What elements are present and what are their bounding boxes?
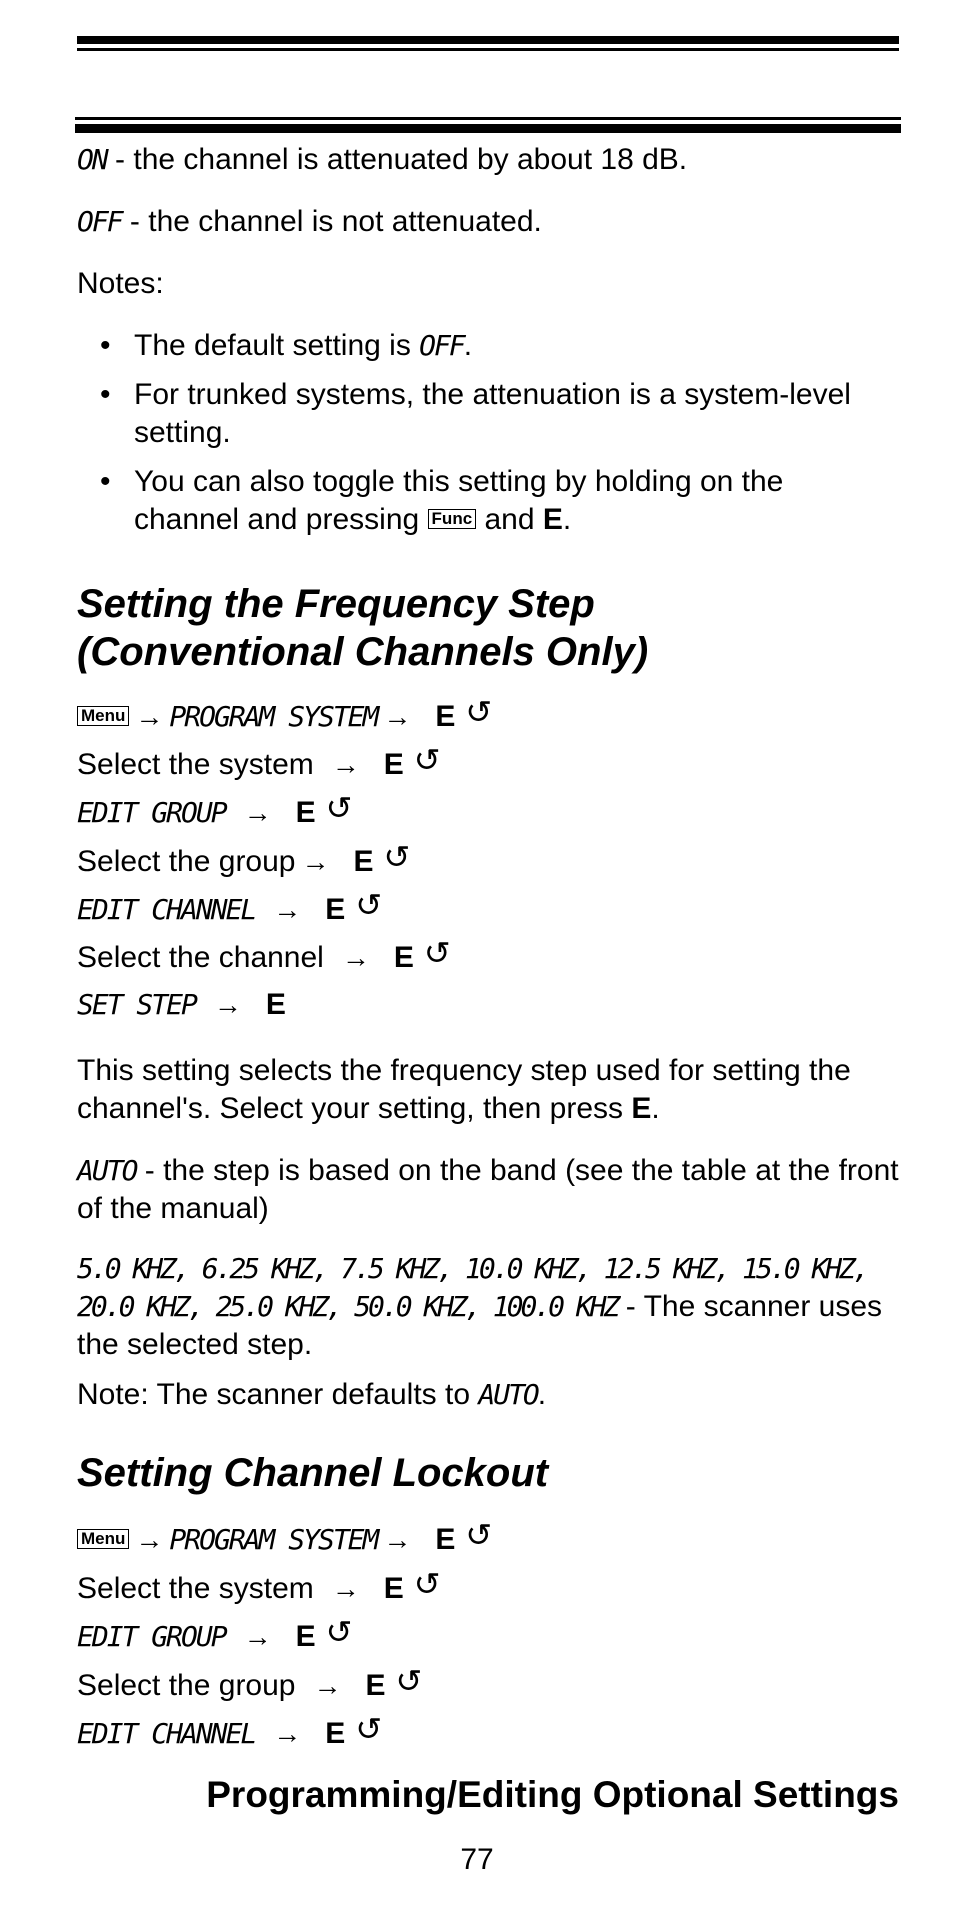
lockout-step-edit-channel: EDIT CHANNEL → E ↺ xyxy=(77,1712,382,1752)
note-toggle: You can also toggle this setting by holding on the channel and pressing Func and E. xyxy=(134,465,784,536)
enter-key-icon: E xyxy=(325,1717,346,1750)
arrow-icon: → xyxy=(135,1524,164,1555)
step-set-step: SET STEP → E xyxy=(77,985,286,1025)
lockout-step-menu-program-system: Menu → PROGRAM SYSTEM → E ↺ xyxy=(77,1518,492,1558)
heading-frequency-step: Setting the Frequency Step (Conventional Channels Only) xyxy=(77,582,649,674)
arrow-icon: → xyxy=(213,989,242,1020)
scroll-knob-icon: ↺ xyxy=(325,1614,353,1650)
freq-step-description: This setting selects the frequency step used for setting the channel's. Select your setting, then press E. xyxy=(77,1054,851,1125)
step-select-group: Select the group → E ↺ xyxy=(77,840,410,880)
enter-key-icon: E xyxy=(295,796,316,829)
notes-label: Notes: xyxy=(77,267,164,300)
arrow-icon: → xyxy=(135,701,164,732)
arrow-icon: → xyxy=(273,894,302,925)
menu-key-icon: Menu xyxy=(77,706,129,726)
option-on: ON - the channel is attenuated by about 18 dB. xyxy=(77,143,688,176)
heading-channel-lockout: Setting Channel Lockout xyxy=(77,1451,549,1495)
note-defaults-auto: Note: The scanner defaults to AUTO. xyxy=(77,1378,547,1411)
header-rule-thick xyxy=(75,124,901,133)
header-rule-thin xyxy=(75,117,901,120)
enter-key-icon: E xyxy=(383,1572,404,1605)
note-trunked: For trunked systems, the attenuation is a system-level setting. xyxy=(134,378,851,449)
arrow-icon: → xyxy=(331,749,360,780)
arrow-icon: → xyxy=(341,942,370,973)
scroll-knob-icon: ↺ xyxy=(423,935,451,971)
arrow-icon: → xyxy=(313,1670,342,1701)
lcd-off: OFF xyxy=(77,205,122,238)
enter-key-icon: E xyxy=(393,941,414,974)
enter-key-icon: E xyxy=(383,748,404,781)
step-edit-group: EDIT GROUP → E ↺ xyxy=(77,791,352,831)
section-footer-title: Programming/Editing Optional Settings xyxy=(206,1774,899,1815)
top-rule-thick xyxy=(77,36,899,44)
bullet-2: • xyxy=(100,378,111,411)
enter-key-icon: E xyxy=(435,1523,456,1556)
enter-key-icon: E xyxy=(295,1620,316,1653)
enter-key-icon: E xyxy=(325,893,346,926)
step-select-channel: Select the channel → E ↺ xyxy=(77,936,451,976)
scroll-knob-icon: ↺ xyxy=(325,790,353,826)
page-number: 77 xyxy=(460,1843,494,1876)
func-key-icon: Func xyxy=(428,509,477,529)
scroll-knob-icon: ↺ xyxy=(355,887,383,923)
step-edit-channel: EDIT CHANNEL → E ↺ xyxy=(77,888,382,928)
lockout-step-select-group: Select the group → E ↺ xyxy=(77,1664,422,1704)
top-rule-thin xyxy=(77,48,899,51)
scroll-knob-icon: ↺ xyxy=(413,742,441,778)
arrow-icon: → xyxy=(243,797,272,828)
arrow-icon: → xyxy=(273,1718,302,1749)
arrow-icon: → xyxy=(331,1573,360,1604)
arrow-icon: → xyxy=(301,846,330,877)
menu-key-icon: Menu xyxy=(77,1529,129,1549)
scroll-knob-icon: ↺ xyxy=(383,839,411,875)
lcd-on: ON xyxy=(77,143,107,176)
bullet-1: • xyxy=(100,329,111,362)
arrow-icon: → xyxy=(243,1621,272,1652)
lockout-step-edit-group: EDIT GROUP → E ↺ xyxy=(77,1615,352,1655)
step-menu-program-system: Menu → PROGRAM SYSTEM → E ↺ xyxy=(77,695,492,735)
arrow-icon: → xyxy=(383,701,412,732)
scroll-knob-icon: ↺ xyxy=(355,1711,383,1747)
scroll-knob-icon: ↺ xyxy=(395,1663,423,1699)
arrow-icon: → xyxy=(383,1524,412,1555)
scroll-knob-icon: ↺ xyxy=(413,1566,441,1602)
option-auto: AUTO - the step is based on the band (see the table at the front of the manual) xyxy=(77,1154,899,1225)
scroll-knob-icon: ↺ xyxy=(465,694,493,730)
enter-key-icon: E xyxy=(265,988,286,1021)
lockout-step-select-system: Select the system → E ↺ xyxy=(77,1567,441,1607)
note-default-setting: The default setting is OFF. xyxy=(134,329,473,362)
enter-key-icon: E xyxy=(353,845,374,878)
option-step-values: 5.0 KHZ, 6.25 KHZ, 7.5 KHZ, 10.0 KHZ, 12.5 KHZ, 15.0 KHZ, 20.0 KHZ, 25.0 KHZ, 50.0 KHZ, 100.0 KHZ - The scanner uses the selected step. xyxy=(77,1252,883,1361)
step-select-system: Select the system → E ↺ xyxy=(77,743,441,783)
enter-key-icon: E xyxy=(365,1669,386,1702)
enter-key-icon: E xyxy=(435,700,456,733)
bullet-3: • xyxy=(100,465,111,498)
scroll-knob-icon: ↺ xyxy=(465,1517,493,1553)
option-off: OFF - the channel is not attenuated. xyxy=(77,205,542,238)
